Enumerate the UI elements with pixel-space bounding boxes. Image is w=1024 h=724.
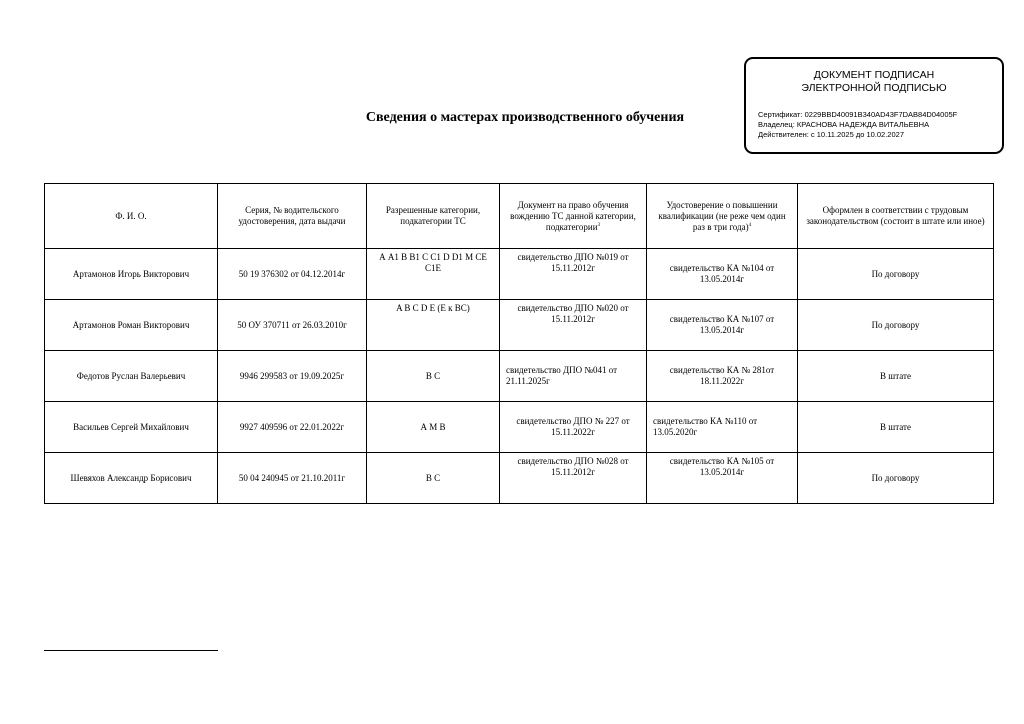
- header-license: Серия, № водительского удостоверения, дата выдачи: [218, 184, 367, 249]
- cell-document: свидетельство ДПО №020 от 15.11.2012г: [500, 300, 647, 351]
- stamp-heading-line-1: ДОКУМЕНТ ПОДПИСАН: [813, 69, 935, 81]
- cell-document: свидетельство ДПО №028 от 15.11.2012г: [500, 453, 647, 504]
- table-row: [45, 402, 994, 453]
- header-employment: Оформлен в соответствии с трудовым законодательством (состоит в штате или иное): [798, 184, 994, 249]
- header-categories: Разрешенные категории, подкатегории ТС: [367, 184, 500, 249]
- cell-license: 50 19 376302 от 04.12.2014г: [218, 249, 367, 300]
- table-row: [45, 300, 994, 351]
- cell-qualification: свидетельство КА № 281от 18.11.2022г: [647, 351, 798, 402]
- cell-employment: По договору: [798, 249, 994, 300]
- cell-document: свидетельство ДПО №019 от 15.11.2012г: [500, 249, 647, 300]
- cell-qualification: свидетельство КА №105 от 13.05.2014г: [647, 453, 798, 504]
- cell-qualification: свидетельство КА №107 от 13.05.2014г: [647, 300, 798, 351]
- cell-license: 50 ОУ 370711 от 26.03.2010г: [218, 300, 367, 351]
- cell-name: Федотов Руслан Валерьевич: [45, 351, 218, 402]
- stamp-validity: Действителен: с 10.11.2025 до 10.02.2027: [758, 130, 904, 139]
- cell-license: 9946 299583 от 19.09.2025г: [218, 351, 367, 402]
- cell-name: Артамонов Роман Викторович: [45, 300, 218, 351]
- electronic-signature-stamp: [744, 57, 1004, 154]
- cell-name: Шевяхов Александр Борисович: [45, 453, 218, 504]
- cell-categories: В С: [367, 453, 500, 504]
- header-document: [500, 184, 647, 249]
- table-row: [45, 249, 994, 300]
- stamp-details: [758, 110, 1002, 140]
- cell-employment: В штате: [798, 351, 994, 402]
- cell-categories: В С: [367, 351, 500, 402]
- cell-categories: А А1 В В1 С С1 D D1 М СЕ С1Е: [367, 249, 500, 300]
- cell-document: свидетельство ДПО №041 от 21.11.2025г: [500, 351, 647, 402]
- footnote-4-marker: 4: [748, 222, 752, 228]
- header-name: Ф. И. О.: [45, 184, 218, 249]
- cell-categories: А М В: [367, 402, 500, 453]
- footnote-separator: [44, 650, 218, 651]
- cell-employment: По договору: [798, 453, 994, 504]
- cell-employment: В штате: [798, 402, 994, 453]
- cell-employment: По договору: [798, 300, 994, 351]
- cell-name: Васильев Сергей Михайлович: [45, 402, 218, 453]
- page-title: Сведения о мастерах производственного обучения: [365, 110, 685, 125]
- table-row: [45, 351, 994, 402]
- stamp-heading: [746, 69, 1002, 95]
- stamp-heading-line-2: ЭЛЕКТРОННОЙ ПОДПИСЬЮ: [801, 82, 947, 94]
- cell-categories: A B C D E (E к BC): [367, 300, 500, 351]
- header-qualification-text: Удостоверение о повышении квалификации (не реже чем один раз в три года): [658, 199, 786, 232]
- table-header-row: [45, 184, 994, 249]
- footnote-3-marker: 3: [597, 222, 601, 228]
- cell-qualification: свидетельство КА №110 от 13.05.2020г: [647, 402, 798, 453]
- cell-license: 9927 409596 от 22.01.2022г: [218, 402, 367, 453]
- instructors-table: [44, 183, 994, 504]
- table-row: [45, 453, 994, 504]
- cell-qualification: свидетельство КА №104 от 13.05.2014г: [647, 249, 798, 300]
- header-document-text: Документ на право обучения вождению ТС данной категории, подкатегории: [510, 199, 636, 232]
- cell-name: Артамонов Игорь Викторович: [45, 249, 218, 300]
- header-qualification: [647, 184, 798, 249]
- stamp-owner: Владелец: КРАСНОВА НАДЕЖДА ВИТАЛЬЕВНА: [758, 120, 930, 129]
- stamp-certificate: Сертификат: 0229BBD40091B340AD43F7DAB84D04005F: [758, 110, 958, 119]
- cell-document: свидетельство ДПО № 227 от 15.11.2022г: [500, 402, 647, 453]
- cell-license: 50 04 240945 от 21.10.2011г: [218, 453, 367, 504]
